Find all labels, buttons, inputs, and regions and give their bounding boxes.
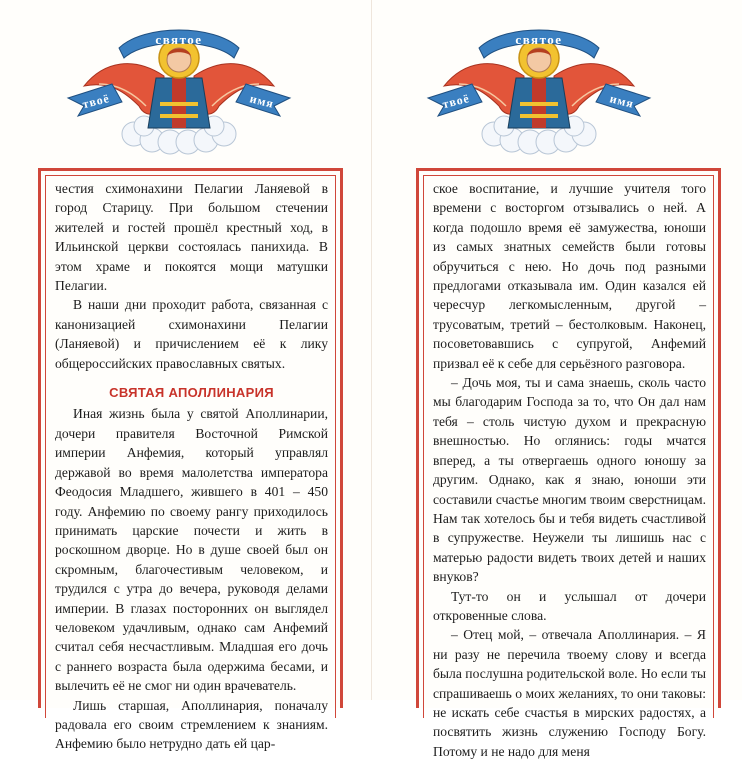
paragraph: ское воспитание, и лучшие учителя того времени с восторгом отзывались о ней. А когда подошло время её замужества, юноши из самых знатных семейств были готовы обручиться с нею. Но дочь под разными предлогами отказывала им. Один казался ей чересчур легкомысленным, другой – трусоватым, третий – бестолковым. Наконец, посоветовавшись с супругой, Анфемий призвал её к себе для серьёзного разговора. xyxy=(433,181,706,371)
paragraph: Тут-то он и услышал от дочери откровенные слова. xyxy=(433,588,706,623)
left-page xyxy=(0,0,371,752)
banner-left-text: твоё xyxy=(80,90,112,112)
text-frame-right xyxy=(416,168,721,759)
angel-emblem-icon xyxy=(64,6,294,156)
section-heading: СВЯТАЯ АПОЛЛИНАРИЯ xyxy=(109,385,274,401)
angel-emblem-icon xyxy=(424,6,654,156)
banner-left-text: твоё xyxy=(440,90,472,112)
banner-top-text: святое xyxy=(155,32,203,47)
paragraph: В наши дни проходит работа, связанная с канонизацией схимонахини Пелагии (Ланяевой) и причислением её к лику общероссийских православных святых. xyxy=(55,297,328,371)
paragraph: – Дочь моя, ты и сама знаешь, сколь часто мы благодарим Господа за то, что Он дал нам тебя – столь чистую духом и прекрасную внешностью. Но оглянись: годы мчатся вперед, а ты отвергаешь одного юношу за другим. Однако, как я знаю, юноши эти составили счастье многим твоим сверстницам. Нам так хотелось бы и тебя видеть счастливой в супружестве. Неужели ты лишишь нас с матерью радости видеть твоих детей и наших внуков? xyxy=(433,375,706,585)
paragraph: Иная жизнь была у святой Аполлинарии, дочери правителя Восточной Римской империи Анфемия, который управлял державой во время малолетства императора Феодосия Младшего, жившего в 401 – 450 году. Анфемию по своему рангу приходилось принимать царские почести и жить в роскошном дворце. Но в душе своей был он скромным, благочестивым человеком, и трудился с утра до вечера, руководя делами империи. В глазах посторонних он выглядел человеком удачливым, однако сам Анфемий считал себя несчастливым. Младшая его дочь с раннего возраста была одержима бесами, и вылечить её не смог ни один врачеватель. xyxy=(55,406,328,694)
paragraph: честия схимонахини Пелагии Ланяевой в город Старицу. При большом стечении жителей и гостей прошёл крестный ход, в Ильинской церкви состоялась панихида. В этом храме и покоятся мощи матушки Пелагии. xyxy=(55,181,328,294)
emblem-left xyxy=(64,6,294,156)
text-frame-left xyxy=(38,168,343,752)
left-text-column xyxy=(55,179,328,754)
right-text-column xyxy=(433,179,706,761)
banner-top-text: святое xyxy=(515,32,563,47)
right-page xyxy=(371,0,742,759)
banner-right-text: имя xyxy=(248,91,276,111)
banner-right-text: имя xyxy=(608,91,636,111)
paragraph: Лишь старшая, Аполлинария, поначалу радовала его своим стремлением к знаниям. Анфемию было нетрудно дать ей цар- xyxy=(55,697,328,752)
paragraph: – Отец мой, – отвечала Аполлинария. – Я ни разу не перечила твоему слову и всегда была послушна родительской воле. Но если ты спрашиваешь о моих желаниях, то они таковы: не искать себе счастья в мирских радостях, а посвятить жизнь служению Господу Богу. Потому и не надо для меня xyxy=(433,627,706,759)
emblem-right xyxy=(424,6,654,156)
